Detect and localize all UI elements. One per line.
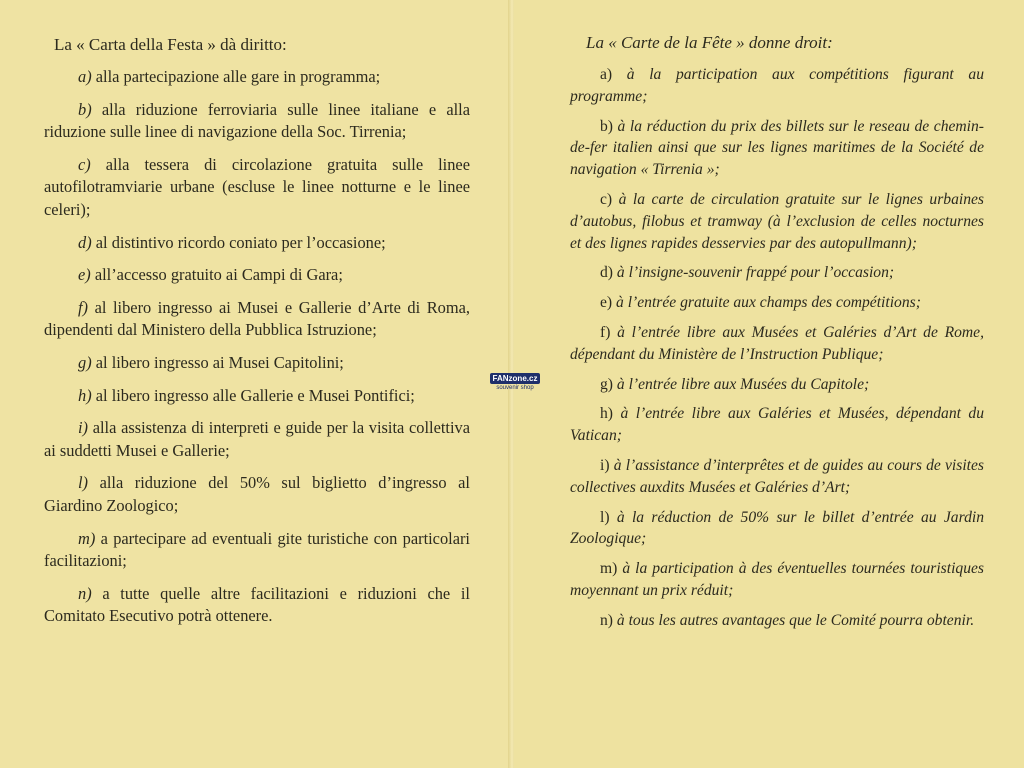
item-letter: f) [600, 323, 611, 341]
item-letter: b) [78, 99, 92, 119]
item-text: à la réduction de 50% sur le billet d’entrée au Jardin Zoologique; [570, 508, 984, 548]
item-text: al libero ingresso ai Musei Capitolini; [95, 352, 344, 372]
item-text: al libero ingresso alle Gallerie e Musei Pontifici; [95, 385, 415, 405]
left-list-item [44, 232, 470, 255]
right-list-item [570, 558, 984, 602]
item-text: à l’entrée gratuite aux champs des compétitions; [616, 294, 921, 312]
item-letter: i) [600, 456, 610, 474]
item-letter: n) [600, 611, 613, 629]
right-list-item [570, 292, 984, 314]
item-text: alla partecipazione alle gare in programma; [95, 67, 381, 86]
left-page-italian [0, 0, 510, 768]
left-list-item [44, 472, 470, 517]
item-text: à tous les autres avantages que le Comité pourra obtenir. [616, 611, 975, 629]
item-letter: m) [78, 528, 96, 548]
item-letter: l) [600, 508, 610, 526]
item-letter: c) [78, 154, 91, 174]
right-list-item [570, 116, 984, 181]
left-list-item [44, 99, 470, 144]
left-list-item [44, 297, 470, 342]
item-text: à la participation aux compétitions figurant au programme; [570, 66, 984, 105]
item-letter: e) [600, 294, 613, 312]
right-list-item [570, 262, 984, 284]
item-text: a partecipare ad eventuali gite turistiche con particolari facilitazioni; [44, 528, 470, 571]
right-list-item [570, 403, 984, 447]
item-text: alla assistenza di interpreti e guide per la visita collettiva ai suddetti Musei e Gallerie; [44, 418, 470, 460]
right-list-item [570, 64, 984, 108]
item-letter: n) [78, 583, 92, 603]
item-text: à l’insigne-souvenir frappé pour l’occasion; [616, 264, 895, 282]
item-text: a tutte quelle altre facilitazioni e riduzioni che il Comitato Esecutivo potrà ottenere. [44, 583, 470, 626]
item-letter: i) [78, 418, 89, 438]
item-letter: h) [600, 405, 613, 423]
item-text: à l’entrée libre aux Musées et Galéries d’Art de Rome, dépendant du Ministère de l’Instruction Publique; [570, 323, 984, 363]
item-text: à la participation à des éventuelles tournées touristiques moyennant un prix réduit; [570, 560, 984, 599]
left-item-list [44, 66, 470, 628]
left-heading: La « Carta della Festa » dà diritto: [54, 35, 287, 54]
watermark-brand: FANzone.cz [490, 373, 540, 384]
item-text: alla riduzione del 50% sul biglietto d’ingresso al Giardino Zoologico; [44, 473, 470, 515]
left-list-item [44, 528, 470, 573]
item-letter: f) [78, 297, 89, 317]
right-item-list [570, 64, 984, 632]
right-list-item [570, 455, 984, 499]
item-letter: d) [600, 264, 613, 282]
item-letter: g) [78, 352, 92, 372]
item-letter: b) [600, 117, 613, 135]
item-text: alla riduzione ferroviaria sulle linee italiane e alla riduzione sulle linee di navigazione della Soc. Tirrenia; [44, 99, 470, 142]
item-text: à l’entrée libre aux Galéries et Musées, dépendant du Vatican; [570, 405, 984, 445]
fanzone-watermark [490, 373, 540, 395]
item-letter: g) [600, 375, 613, 393]
right-heading: La « Carte de la Fête » donne droit: [586, 33, 833, 52]
item-text: à l’entrée libre aux Musées du Capitole; [616, 375, 870, 393]
left-list-item [44, 66, 470, 89]
item-letter: l) [78, 473, 89, 493]
right-list-item [570, 322, 984, 366]
item-text: alla tessera di circolazione gratuita sulle linee autofilotramviarie urbane (escluse le linee notturne e le linee celeri); [44, 154, 470, 219]
right-list-item [570, 189, 984, 254]
right-page-french [514, 0, 1024, 768]
left-list-item [44, 417, 470, 462]
left-list-item [44, 583, 470, 628]
item-text: à la carte de circulation gratuite sur le lignes urbaines d’autobus, filobus et tramway (à l’exclusion de celles nocturnes et des lignes rapides desservies par des autopullmann); [570, 190, 984, 252]
item-letter: a) [78, 67, 92, 86]
item-text: à la réduction du prix des billets sur le reseau de chemin-de-fer italien ainsi que sur les lignes maritimes de la Société de navigation « Tirrenia »; [570, 117, 984, 179]
item-letter: d) [78, 232, 92, 252]
right-list-item [570, 610, 984, 632]
item-letter: e) [78, 265, 91, 285]
item-text: al libero ingresso ai Musei e Gallerie d’Arte di Roma, dipendenti dal Ministero della Pubblica Istruzione; [44, 297, 470, 340]
left-list-item [44, 154, 470, 222]
left-list-item [44, 264, 470, 287]
item-text: al distintivo ricordo coniato per l’occasione; [95, 232, 386, 252]
right-list-item [570, 374, 984, 396]
item-letter: h) [78, 385, 92, 405]
item-text: all’accesso gratuito ai Campi di Gara; [94, 265, 343, 285]
watermark-subtitle: souvenir shop [496, 385, 534, 391]
item-letter: a) [600, 66, 613, 83]
right-list-item [570, 507, 984, 551]
item-text: à l’assistance d’interprêtes et de guides au cours de visites collectives auxdits Musées et Galéries d’Art; [570, 456, 984, 496]
item-letter: c) [600, 190, 613, 208]
left-list-item [44, 352, 470, 375]
left-list-item [44, 385, 470, 408]
item-letter: m) [600, 560, 618, 578]
